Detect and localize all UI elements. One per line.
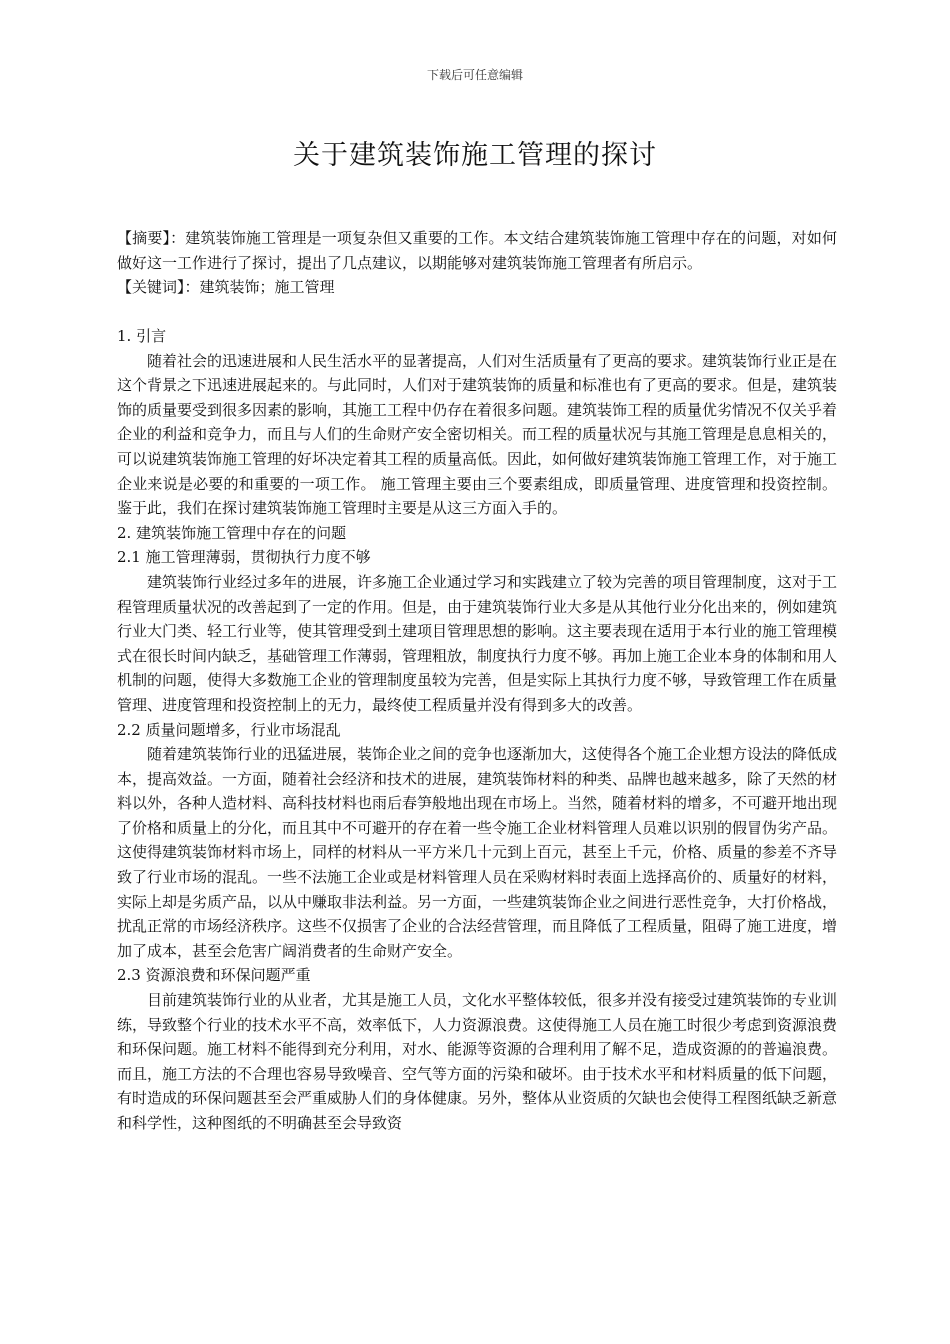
- header-note: 下载后可任意编辑: [426, 68, 523, 82]
- section-heading-2-2: 2.2 质量问题增多，行业市场混乱: [117, 720, 341, 739]
- section-2-1-paragraph: 建筑装饰行业经过多年的进展，许多施工企业通过学习和实践建立了较为完善的项目管理制度，这对于工程管理质量状况的改善起到了一定的作用。但是，由于建筑装饰行业大多是从其他行业分化出来的，例如建筑行业大门类、轻工行业等，使其管理受到土建项目管理思想的影响。这主要表现在适用于本行业的施工管理模式在很长时间内缺乏，基础管理工作薄弱，管理粗放，制度执行力度不够。再加上施工企业本身的体制和用人机制的问题，使得大多数施工企业的管理制度虽较为完善，但是实际上其执行力度不够，导致管理工作在质量管理、进度管理和投资控制上的无力，最终使工程质量并没有得到多大的改善。: [117, 572, 838, 714]
- section-heading-2: 2. 建筑装饰施工管理中存在的问题: [117, 523, 347, 542]
- section-2-2-paragraph: 随着建筑装饰行业的迅猛进展，装饰企业之间的竞争也逐渐加大，这使得各个施工企业想方设法的降低成本，提高效益。一方面，随着社会经济和技术的进展，建筑装饰材料的种类、品牌也越来越多，除了天然的材料以外，各种人造材料、高科技材料也雨后春笋般地出现在市场上。当然，随着材料的增多，不可避开地出现了价格和质量上的分化，而且其中不可避开的存在着一些令施工企业材料管理人员难以识别的假冒伪劣产品。这使得建筑装饰材料市场上，同样的材料从一平方米几十元到上百元，甚至上千元，价格、质量的参差不齐导致了行业市场的混乱。一些不法施工企业或是材料管理人员在采购材料时表面上选择高价的、质量好的材料，实际上却是劣质产品，以从中赚取非法利益。另一方面，一些建筑装饰企业之间进行恶性竞争，大打价格战，扰乱正常的市场经济秩序。这些不仅损害了企业的合法经营管理，而且降低了工程质量，阻碍了施工进度，增加了成本，甚至会危害广阔消费者的生命财产安全。: [117, 745, 838, 960]
- section-heading-2-1: 2.1 施工管理薄弱，贯彻执行力度不够: [117, 548, 371, 567]
- section-heading-1: 1. 引言: [117, 327, 167, 345]
- document-body: [117, 324, 837, 1136]
- document-title: 关于建筑装饰施工管理的探讨: [293, 140, 657, 171]
- section-heading-2-3: 2.3 资源浪费和环保问题严重: [117, 966, 311, 985]
- section-2-3-paragraph: 目前建筑装饰行业的从业者，尤其是施工人员，文化水平整体较低，很多并没有接受过建筑装饰的专业训练，导致整个行业的技术水平不高，效率低下，人力资源浪费。这使得施工人员在施工时很少考虑到资源浪费和环保问题。施工材料不能得到充分利用，对水、能源等资源的合理利用了解不足，造成资源的的普遍浪费。而且，施工方法的不合理也容易导致噪音、空气等方面的污染和破坏。由于技术水平和材料质量的低下问题，有时造成的环保问题甚至会严重威胁人们的身体健康。另外，整体从业资质的欠缺也会使得工程图纸缺乏新意和科学性，这种图纸的不明确甚至会导致资: [117, 991, 838, 1132]
- abstract-keywords: 【关键词】：建筑装饰；施工管理: [117, 278, 335, 297]
- abstract-summary: 【摘要】：建筑装饰施工管理是一项复杂但又重要的工作。本文结合建筑装饰施工管理中存在的问题，对如何做好这一工作进行了探讨，提出了几点建议，以期能够对建筑装饰施工管理者有所启示。: [117, 229, 837, 272]
- section-1-paragraph: 随着社会的迅速进展和人民生活水平的显著提高，人们对生活质量有了更高的要求。建筑装饰行业正是在这个背景之下迅速进展起来的。与此同时，人们对于建筑装饰的质量和标准也有了更高的要求。但是，建筑装饰的质量要受到很多因素的影响，其施工工程中仍存在着很多问题。建筑装饰工程的质量优劣情况不仅关乎着企业的利益和竞争力，而且与人们的生命财产安全密切相关。而工程的质量状况与其施工管理是息息相关的，可以说建筑装饰施工管理的好坏决定着其工程的质量高低。因此，如何做好建筑装饰施工管理工作，对于施工企业来说是必要的和重要的一项工作。 施工管理主要由三个要素组成，即质量管理、进度管理和投资控制。鉴于此，我们在探讨建筑装饰施工管理时主要是从这三方面入手的。: [117, 351, 838, 518]
- abstract-block: [117, 226, 837, 300]
